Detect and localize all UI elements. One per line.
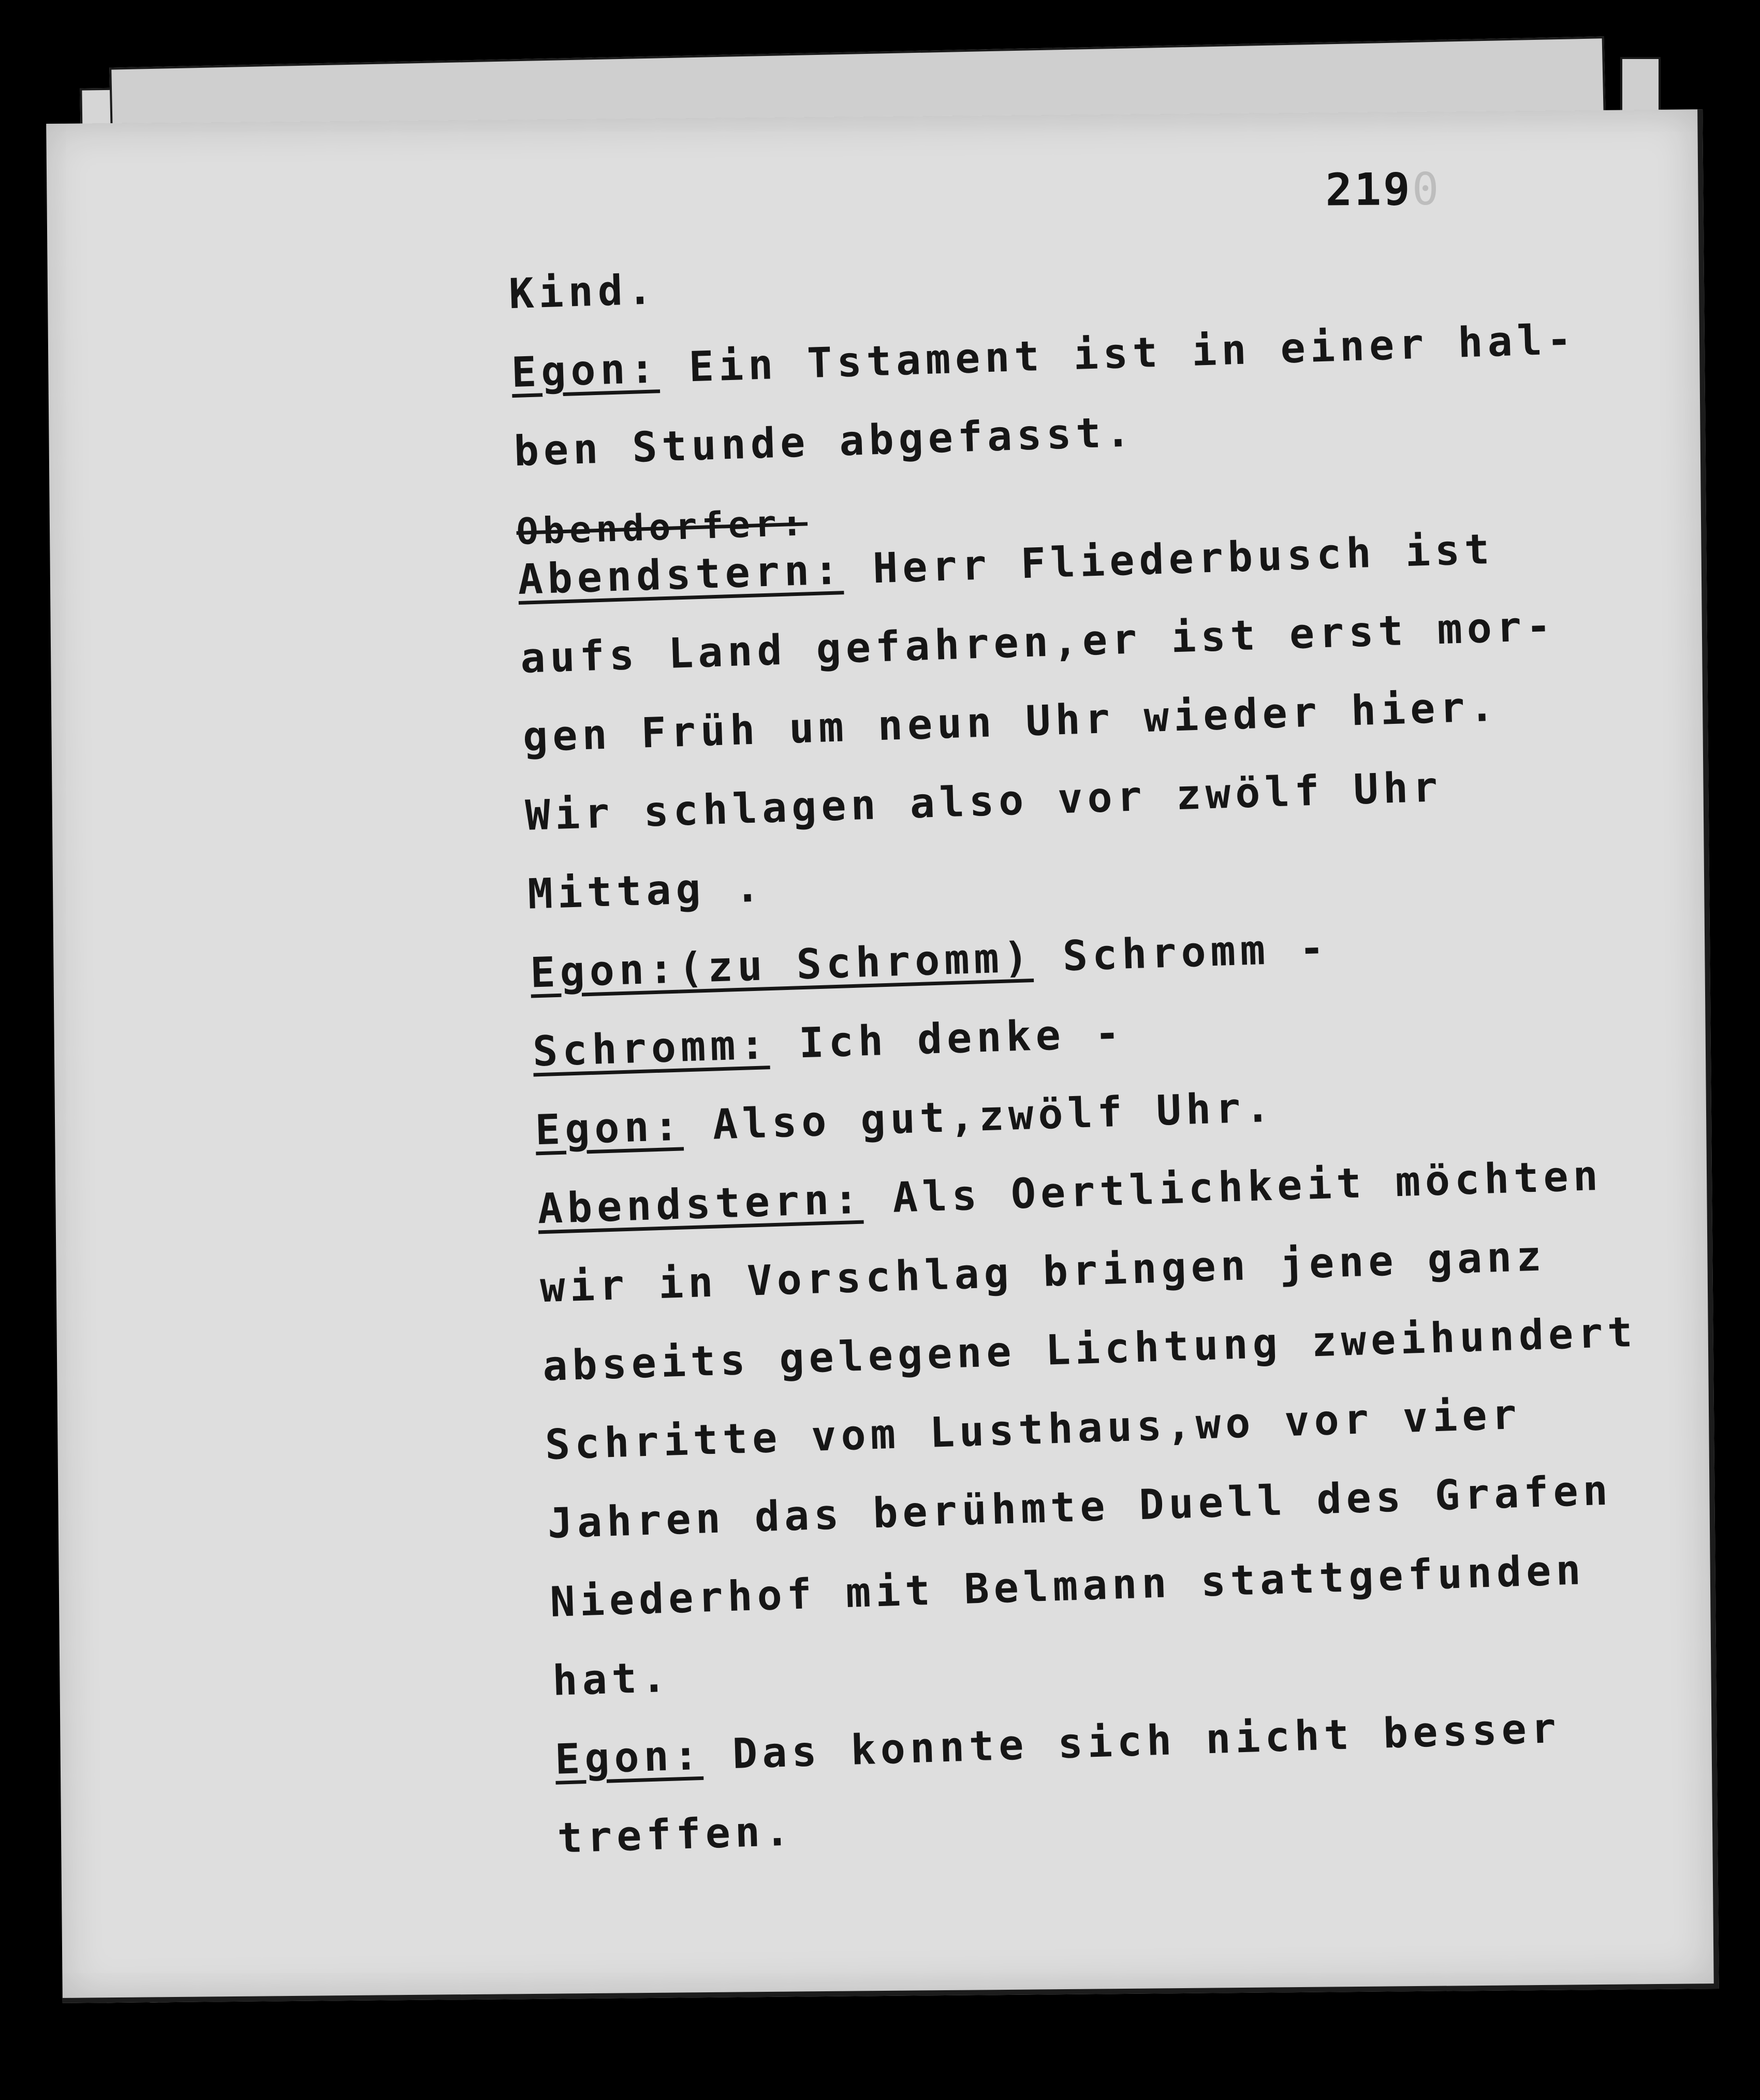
body-text: Wir schlagen also vor zwölf Uhr	[524, 763, 1443, 840]
body-text: gen Früh um neun Uhr wieder hier.	[522, 682, 1500, 761]
speaker-name: Egon:	[510, 344, 661, 397]
speaker-name: Abendstern:	[537, 1174, 864, 1233]
speaker-name: Abendstern:	[517, 545, 844, 604]
stage-direction: (zu Schromm)	[677, 933, 1034, 993]
speaker-name: Egon:	[529, 944, 679, 997]
body-text: ben Stunde abgefasst.	[513, 407, 1136, 476]
body-text: hat.	[551, 1653, 672, 1705]
speech-text: Ein Tstament ist in einer hal-	[658, 315, 1577, 392]
typescript-text	[508, 235, 1671, 1893]
body-text: Niederhof mit Belmann stattgefunden	[549, 1545, 1586, 1626]
speech-text: Schromm -	[1032, 924, 1330, 982]
speech-text: Das konnte sich nicht besser	[702, 1703, 1562, 1779]
speaker-name: Egon:	[554, 1730, 704, 1784]
speech-text: Als Oertlichkeit möchten	[862, 1151, 1604, 1223]
body-text: aufs Land gefahren,er ist erst mor-	[519, 602, 1557, 682]
body-text: Kind.	[508, 265, 658, 318]
speech-text: Also gut,zwölf Uhr.	[682, 1083, 1275, 1150]
body-text: Schritte vom Lusthaus,wo vor vier	[544, 1390, 1522, 1469]
body-text: wir in Vorschlag bringen jene ganz	[539, 1232, 1547, 1312]
typescript-page	[46, 109, 1719, 2003]
speech-text: Herr Fliederbusch ist	[842, 524, 1495, 594]
body-text: abseits gelegene Lichtung zweihundert	[541, 1307, 1638, 1391]
body-text: treffen.	[556, 1806, 795, 1862]
page-number-faint-digit: 0	[1412, 163, 1441, 216]
speech-text: Ich denke -	[768, 1009, 1125, 1069]
speaker-name: Egon:	[534, 1101, 684, 1155]
speaker-name: Schromm:	[532, 1020, 770, 1076]
body-text: Jahren das berühmte Duell des Grafen	[547, 1466, 1614, 1548]
body-text: Mittag .	[527, 863, 766, 918]
page-number: 2190	[1325, 163, 1441, 216]
struck-speaker-name: Obendorfer:	[516, 501, 809, 553]
